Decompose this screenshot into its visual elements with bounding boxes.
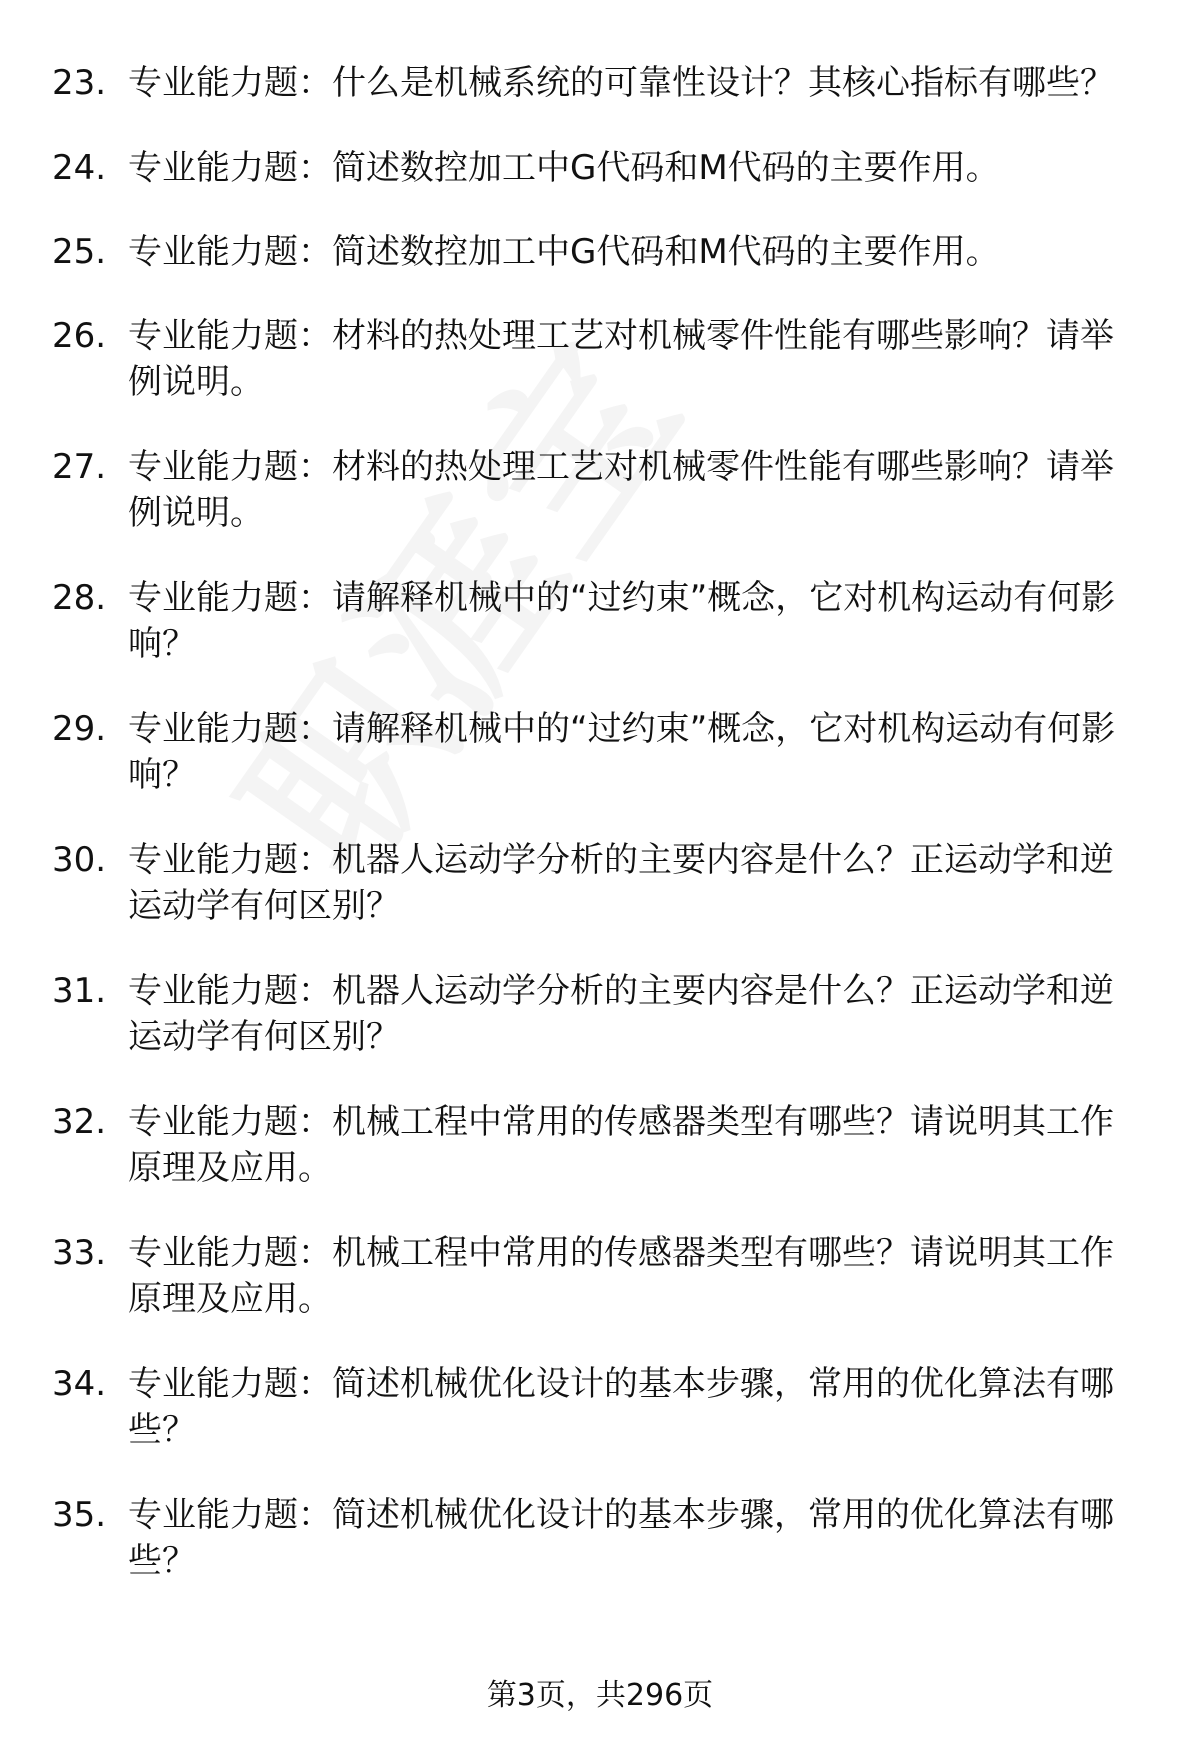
question-number: 24. [52, 148, 107, 188]
question-item [52, 1492, 1142, 1584]
question-text: 专业能力题：材料的热处理工艺对机械零件性能有哪些影响？请举例说明。 [128, 316, 1114, 402]
question-item [52, 145, 1142, 191]
page-footer: 第3页，共296页 [486, 1678, 714, 1713]
question-text: 专业能力题：请解释机械中的“过约束”概念，它对机构运动有何影响？ [128, 709, 1116, 795]
question-item [52, 968, 1142, 1060]
question-number: 31. [52, 971, 107, 1011]
question-text: 专业能力题：简述数控加工中G代码和M代码的主要作用。 [128, 232, 1000, 272]
question-number: 23. [52, 63, 107, 103]
question-item [52, 1230, 1142, 1322]
question-text: 专业能力题：机械工程中常用的传感器类型有哪些？请说明其工作原理及应用。 [128, 1102, 1114, 1188]
question-item [52, 1361, 1142, 1453]
question-number: 32. [52, 1102, 107, 1142]
question-text: 专业能力题：简述机械优化设计的基本步骤，常用的优化算法有哪些？ [128, 1364, 1114, 1450]
question-item [52, 1099, 1142, 1191]
question-number: 34. [52, 1364, 107, 1404]
question-item [52, 706, 1142, 798]
question-text: 专业能力题：什么是机械系统的可靠性设计？其核心指标有哪些？ [128, 63, 1114, 103]
question-item [52, 229, 1142, 275]
question-item [52, 837, 1142, 929]
question-number: 28. [52, 578, 107, 618]
question-text: 专业能力题：简述机械优化设计的基本步骤，常用的优化算法有哪些？ [128, 1495, 1114, 1581]
question-number: 25. [52, 232, 107, 272]
question-text: 专业能力题：简述数控加工中G代码和M代码的主要作用。 [128, 148, 1000, 188]
question-text: 专业能力题：机器人运动学分析的主要内容是什么？正运动学和逆运动学有何区别？ [128, 840, 1114, 926]
question-text: 专业能力题：机器人运动学分析的主要内容是什么？正运动学和逆运动学有何区别？ [128, 971, 1114, 1057]
question-number: 35. [52, 1495, 107, 1535]
question-text: 专业能力题：材料的热处理工艺对机械零件性能有哪些影响？请举例说明。 [128, 447, 1114, 533]
question-list [52, 60, 1142, 1623]
question-number: 26. [52, 316, 107, 356]
question-number: 30. [52, 840, 107, 880]
question-item [52, 444, 1142, 536]
question-number: 33. [52, 1233, 107, 1273]
question-text: 专业能力题：请解释机械中的“过约束”概念，它对机构运动有何影响？ [128, 578, 1116, 664]
question-item [52, 313, 1142, 405]
question-item [52, 60, 1142, 106]
question-number: 27. [52, 447, 107, 487]
question-item [52, 575, 1142, 667]
question-text: 专业能力题：机械工程中常用的传感器类型有哪些？请说明其工作原理及应用。 [128, 1233, 1114, 1319]
question-number: 29. [52, 709, 107, 749]
